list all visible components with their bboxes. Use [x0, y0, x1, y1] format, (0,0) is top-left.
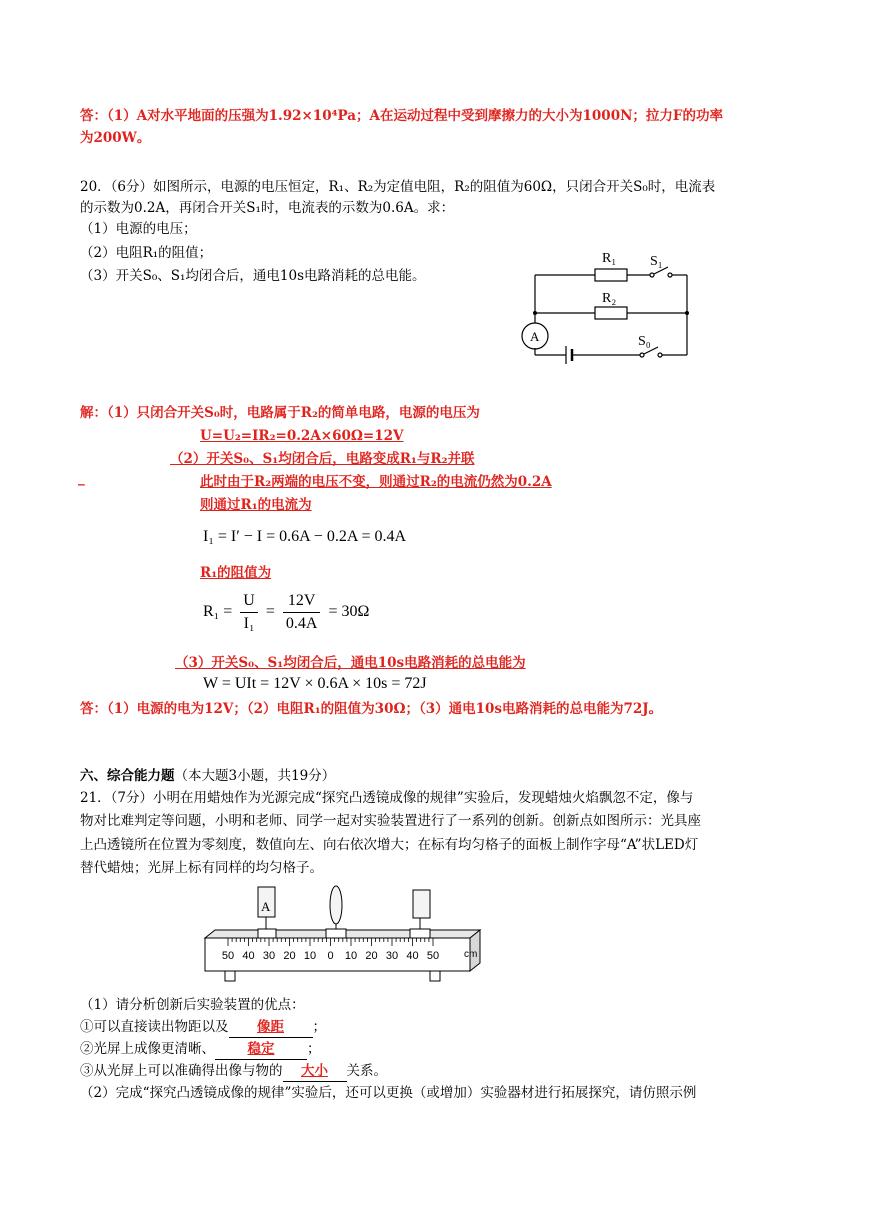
scale-label: 50	[426, 950, 440, 962]
label-r1: R₁	[602, 251, 617, 266]
q20-line1: 20．（6分）如图所示，电源的电压恒定，R₁、R₂为定值电阻，R₂的阻值为60Ω，只闭合开关S₀时，电流表	[80, 179, 716, 195]
optical-bench-figure	[200, 883, 490, 993]
q21-part1: （1）请分析创新后实验装置的优点：	[80, 997, 305, 1013]
circuit-diagram	[510, 245, 710, 370]
blank3: 大小	[283, 1061, 347, 1082]
sol20-step1: 解：（1）只闭合开关S₀时，电路属于R₂的简单电路，电源的电压为	[80, 405, 480, 421]
label-s1: S₁	[650, 254, 663, 269]
q21-line2: 物对比难判定等问题，小明和老师、同学一起对实验装置进行了一系列的创新。创新点如图所示：光具座	[80, 813, 701, 829]
scale-label: 40	[406, 950, 419, 962]
q21-line3: 上凸透镜所在位置为零刻度，数值向左、向右依次增大；在标有均匀格子的面板上制作字母“A”状LED灯	[80, 837, 699, 853]
q21-line1: 21．（7分）小明在用蜡烛作为光源完成“探究凸透镜成像的规律”实验后，发现蜡烛火焰飘忽不定，像与	[80, 790, 694, 806]
section6-heading	[80, 766, 335, 786]
scale-label: 0	[327, 950, 334, 962]
scale-label: 10	[344, 950, 358, 962]
q20-item3: （3）开关S₀、S₁均闭合后，通电10s电路消耗的总电能。	[80, 268, 426, 284]
q21-blank1: ①可以直接读出物距以及 像距 ；	[80, 1017, 326, 1038]
section6-title: 六、综合能力题	[80, 768, 175, 784]
eq2-frac2: $\frac{12V}{0.4A}$	[283, 590, 321, 635]
q20-line2: 的示数为0.2A，再闭合开关S₁时，电流表的示数为0.6A。求：	[80, 200, 455, 216]
board-letter: A	[261, 899, 271, 914]
scale-unit: cm	[464, 949, 478, 960]
sol20-answer: 答：（1）电源的电为12V；（2）电阻R₁的阻值为30Ω；（3）通电10s电路消耗的总电能为72J。	[80, 701, 663, 717]
q21-line4: 替代蜡烛；光屏上标有同样的均匀格子。	[80, 860, 323, 876]
scale-label: 20	[283, 950, 296, 962]
scale-label: 20	[365, 950, 378, 962]
sol20-eq3: W = UIt = 12V × 0.6A × 10s = 72J	[203, 675, 427, 692]
resistor-r1	[595, 269, 627, 281]
scale-label: 10	[303, 950, 317, 962]
blank2: 稳定	[215, 1039, 307, 1060]
sol20-step3: （2）开关S₀、S₁均闭合后，电路变成R₁与R₂并联	[170, 451, 475, 467]
eq2-mid: =	[265, 603, 275, 621]
eq2-rhs: = 30Ω	[328, 603, 370, 621]
sol20-step6: R₁的阻值为	[200, 565, 272, 581]
sol20-step7: （3）开关S₀、S₁均闭合后，通电10s电路消耗的总电能为	[175, 655, 526, 671]
q21-blank3: ③从光屏上可以准确得出像与物的 大小 关系。	[80, 1061, 387, 1082]
sol20-eq1: I₁ = I′ − I = 0.6A − 0.2A = 0.4A	[203, 528, 407, 545]
q20-item2: （2）电阻R₁的阻值；	[80, 245, 213, 261]
scale-label: 30	[385, 950, 399, 962]
label-r2: R₂	[602, 291, 617, 306]
label-s0: S₀	[638, 334, 651, 349]
q21-blank2: ②光屏上成像更清晰、 稳定 ；	[80, 1039, 321, 1060]
q20-item1: （1）电源的电压；	[80, 221, 197, 237]
scale-label: 50	[221, 950, 235, 962]
eq2-frac1: $\frac{U}{\text{I₁}}$	[240, 590, 258, 635]
section6-subtitle: （本大题3小题，共19分）	[174, 768, 336, 784]
q21-part2: （2）完成“探究凸透镜成像的规律”实验后，还可以更换（或增加）实验器材进行拓展探究，请仿照示例	[80, 1085, 697, 1101]
sol20-eq2	[203, 590, 369, 638]
sol20-step2: U=U₂=IR₂=0.2A×60Ω=12V	[200, 428, 404, 444]
resistor-r2	[595, 307, 627, 319]
blank1: 像距	[229, 1017, 313, 1038]
scale-label: 30	[262, 950, 276, 962]
sol20-step5: 则通过R₁的电流为	[200, 497, 312, 513]
scale-label: 40	[242, 950, 255, 962]
answer-19-line2: 为200W。	[80, 130, 151, 146]
answer-19-line1: 答：（1）A对水平地面的压强为1.92×10⁴Pa；A在运动过程中受到摩擦力的大小为1000N；拉力F的功率	[80, 108, 724, 124]
label-ammeter: A	[530, 329, 540, 344]
eq2-lhs: R₁ =	[203, 603, 233, 621]
sol20-mark: _	[78, 470, 85, 486]
sol20-step4: 此时由于R₂两端的电压不变，则通过R₂的电流仍然为0.2A	[200, 474, 552, 490]
